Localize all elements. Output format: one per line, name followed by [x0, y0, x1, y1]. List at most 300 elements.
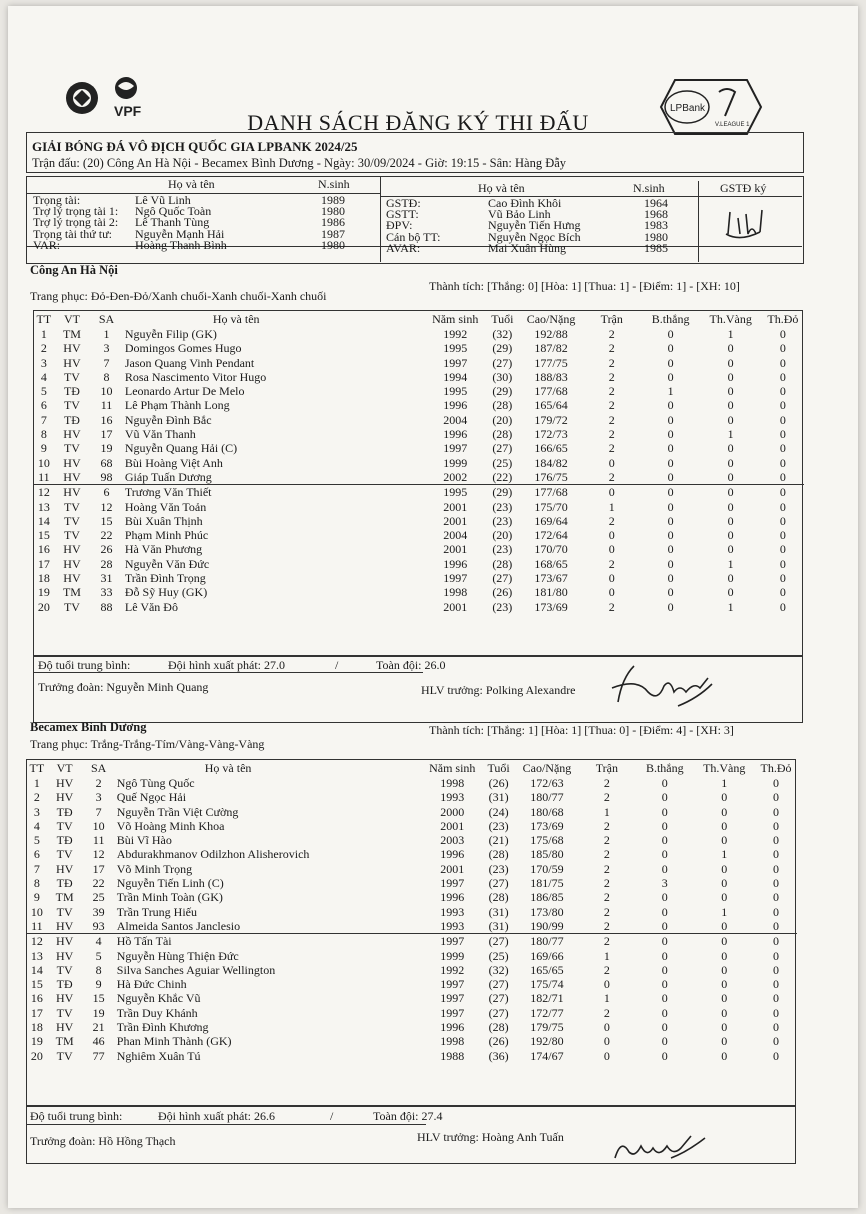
player-cell: 2 — [603, 890, 610, 905]
player-cell: 11 — [31, 918, 43, 933]
player-cell: 0 — [772, 804, 779, 819]
player-cell: 17 — [37, 556, 50, 571]
official-name: Mai Xuân Hùng — [488, 240, 566, 255]
team2-avg-all: Toàn đội: 27.4 — [373, 1109, 443, 1123]
player-cell: 0 — [667, 585, 674, 600]
player-cell: 16 — [30, 991, 43, 1006]
sponsor-logo — [653, 76, 769, 138]
player-cell: HV — [55, 776, 74, 790]
player-cell: 0 — [779, 327, 786, 341]
player-cell: 0 — [667, 398, 674, 413]
player-row — [34, 427, 804, 441]
column-header: Tuổi — [491, 312, 514, 326]
player-cell: Giáp Tuấn Dương — [124, 469, 212, 484]
player-cell: (23) — [492, 542, 513, 557]
player-cell: 88 — [100, 599, 113, 614]
player-row — [27, 1049, 797, 1063]
official-name: Vũ Bảo Linh — [488, 207, 551, 222]
player-cell: 1 — [603, 948, 610, 963]
player-cell: 0 — [661, 962, 668, 977]
official-name: Cao Đình Khôi — [488, 196, 562, 210]
player-cell: (26) — [488, 1034, 509, 1049]
team2-avg-slash: / — [330, 1109, 334, 1123]
player-cell: 31 — [100, 571, 113, 586]
player-cell: 0 — [727, 355, 734, 370]
player-row — [34, 370, 804, 384]
player-cell: 192/80 — [530, 1034, 564, 1049]
player-cell: 1 — [667, 384, 674, 399]
player-cell: 0 — [779, 599, 786, 614]
player-cell: (27) — [492, 571, 513, 586]
player-cell: 1 — [603, 991, 610, 1006]
player-row — [27, 949, 797, 963]
player-cell: 0 — [661, 991, 668, 1006]
player-cell: 170/70 — [534, 542, 568, 557]
player-row — [34, 514, 804, 528]
player-cell: 0 — [727, 585, 734, 600]
player-cell: 2003 — [440, 833, 465, 848]
official-name: Lê Vũ Linh — [135, 193, 191, 207]
player-cell: (23) — [488, 861, 509, 876]
player-cell: Hà Văn Phương — [124, 542, 203, 557]
player-cell: (26) — [488, 776, 509, 790]
vleague-logo-icon — [719, 89, 735, 116]
player-row — [34, 413, 804, 427]
official-year: 1986 — [321, 215, 345, 230]
player-cell: 0 — [727, 571, 734, 586]
player-cell: 1993 — [440, 918, 465, 933]
player-cell: 0 — [727, 384, 734, 399]
player-cell: 0 — [779, 398, 786, 413]
player-cell: 1997 — [440, 876, 465, 891]
player-cell: 2 — [608, 355, 615, 370]
player-cell: 2001 — [443, 499, 468, 514]
player-cell: 186/85 — [530, 890, 564, 905]
official-role: GSTT: — [386, 207, 419, 222]
official-year: 1989 — [321, 193, 345, 207]
player-cell: 0 — [667, 341, 674, 356]
player-cell: HV — [63, 341, 81, 356]
player-cell: 0 — [772, 847, 779, 862]
player-row — [34, 585, 804, 599]
player-cell: (27) — [488, 1005, 509, 1020]
official-year: 1964 — [644, 196, 668, 210]
player-row — [27, 934, 797, 949]
player-cell: Jason Quang Vinh Pendant — [124, 355, 255, 370]
supervisors-birth-header: N.sinh — [633, 181, 665, 195]
official-role: VAR: — [33, 237, 61, 252]
official-year: 1980 — [644, 229, 668, 244]
official-role: Trọng tài: — [33, 193, 81, 207]
player-cell: 0 — [772, 818, 779, 833]
player-cell: 0 — [721, 977, 728, 992]
player-cell: 0 — [667, 469, 674, 484]
player-cell: 1 — [727, 556, 734, 571]
player-cell: 2 — [40, 341, 47, 356]
player-cell: (27) — [488, 876, 509, 891]
player-cell: (29) — [492, 341, 513, 356]
player-cell: Lê Phạm Thành Long — [124, 398, 230, 413]
player-cell: (29) — [492, 384, 513, 399]
player-cell: 0 — [772, 962, 779, 977]
team1-kit: Trang phục: Đỏ-Đen-Đỏ/Xanh chuối-Xanh chuối-Xanh chuối — [30, 289, 327, 303]
player-row — [27, 905, 797, 919]
player-cell: 177/68 — [520, 485, 582, 500]
player-cell: 0 — [661, 904, 668, 919]
player-row — [27, 790, 797, 804]
player-cell: Nguyễn Tiến Linh (C) — [116, 876, 224, 891]
player-cell: 98 — [100, 469, 113, 484]
team2-roster-table — [27, 761, 797, 1063]
player-cell: 0 — [779, 341, 786, 356]
team1-name: Công An Hà Nội — [30, 263, 118, 277]
player-cell: 46 — [92, 1034, 105, 1049]
official-row — [383, 243, 697, 254]
player-cell: 0 — [667, 499, 674, 514]
player-cell: TV — [56, 1005, 73, 1020]
player-cell: Nghiêm Xuân Tú — [116, 1048, 201, 1063]
official-name: Lê Thanh Tùng — [135, 215, 210, 230]
player-cell: 2 — [603, 1005, 610, 1020]
svg-text:V.LEAGUE 1: V.LEAGUE 1 — [715, 122, 750, 128]
player-cell: 6 — [90, 485, 123, 500]
player-cell: 0 — [721, 948, 728, 963]
player-cell: (28) — [488, 890, 509, 905]
player-cell: 1 — [721, 776, 728, 790]
player-cell: 9 — [40, 441, 47, 456]
player-cell: Võ Hoàng Minh Khoa — [116, 818, 225, 833]
player-cell: 1997 — [424, 934, 481, 949]
player-row — [34, 356, 804, 370]
player-cell: Rosa Nascimento Vitor Hugo — [124, 369, 267, 384]
player-cell: Hoàng Văn Toản — [124, 499, 207, 514]
player-cell: 0 — [661, 790, 668, 805]
player-cell: TĐ — [56, 977, 73, 992]
player-cell: 10 — [37, 455, 50, 470]
player-cell: 1998 — [443, 585, 468, 600]
column-header: Th.Vàng — [709, 312, 752, 326]
supervisors-table — [383, 198, 697, 254]
official-role: AVAR: — [386, 240, 421, 255]
team2-avg-start: Đội hình xuất phát: 26.6 — [158, 1109, 275, 1123]
player-cell: 77 — [92, 1048, 105, 1063]
player-cell: (28) — [492, 398, 513, 413]
player-row — [34, 500, 804, 514]
player-cell: (27) — [488, 977, 509, 992]
player-cell: 0 — [721, 876, 728, 891]
player-cell: 2001 — [440, 818, 465, 833]
official-year: 1987 — [321, 226, 345, 241]
player-cell: 0 — [667, 327, 674, 341]
player-cell: (27) — [492, 441, 513, 456]
player-cell: 0 — [721, 1020, 728, 1035]
player-cell: Quế Ngọc Hải — [116, 790, 187, 805]
player-cell: 0 — [772, 776, 779, 790]
player-cell: 2004 — [443, 412, 468, 427]
player-cell: 0 — [661, 818, 668, 833]
team2-name: Becamex Bình Dương — [30, 720, 147, 734]
player-cell: 0 — [661, 776, 668, 790]
team1-roster-table — [34, 312, 804, 614]
player-cell: 185/80 — [530, 847, 564, 862]
team2-kit: Trang phục: Trắng-Trắng-Tím/Vàng-Vàng-Vàng — [30, 737, 265, 751]
player-cell: 19 — [37, 585, 50, 600]
player-cell: 179/72 — [534, 412, 568, 427]
player-cell: (30) — [492, 369, 513, 384]
player-cell: (23) — [492, 499, 513, 514]
player-cell: 3 — [33, 804, 40, 819]
player-cell: 15 — [37, 528, 50, 543]
player-cell: Nguyễn Văn Đức — [124, 556, 210, 571]
column-header: Trận — [595, 761, 618, 775]
player-cell: 180/77 — [530, 790, 564, 805]
player-cell: 177/75 — [534, 355, 568, 370]
player-cell: 1996 — [440, 1020, 465, 1035]
player-cell: 0 — [721, 1005, 728, 1020]
player-cell: 2 — [95, 776, 102, 790]
player-cell: 0 — [772, 790, 779, 805]
player-cell: Phan Minh Thành (GK) — [116, 1034, 232, 1049]
column-header: Cao/Nặng — [526, 312, 576, 326]
player-cell: 1993 — [440, 904, 465, 919]
player-cell: 0 — [667, 455, 674, 470]
player-cell: 0 — [772, 890, 779, 905]
player-cell: 0 — [661, 948, 668, 963]
player-cell: 15 — [30, 977, 43, 992]
player-cell: 170/59 — [530, 861, 564, 876]
player-cell: 181/80 — [534, 585, 568, 600]
player-cell: 0 — [721, 962, 728, 977]
player-cell: 0 — [661, 804, 668, 819]
player-cell: 2 — [608, 469, 615, 484]
column-header: Năm sinh — [432, 312, 479, 326]
player-cell: 15 — [100, 513, 113, 528]
player-cell: 1 — [727, 427, 734, 442]
player-cell: 1996 — [440, 890, 465, 905]
player-cell: 8 — [33, 876, 40, 891]
player-cell: (28) — [492, 427, 513, 442]
player-cell: 0 — [779, 469, 786, 484]
player-cell: 0 — [721, 790, 728, 805]
player-cell: 16 — [37, 542, 50, 557]
player-cell: 2 — [603, 861, 610, 876]
player-cell: 0 — [608, 571, 615, 586]
player-cell: 175/68 — [530, 833, 564, 848]
column-header: B.thắng — [645, 761, 684, 775]
column-header: TT — [29, 761, 45, 775]
player-cell: 2001 — [443, 599, 468, 614]
player-cell: 4 — [83, 934, 115, 949]
player-row — [34, 470, 804, 485]
player-cell: 2 — [603, 790, 610, 805]
column-header: Họ và tên — [204, 761, 252, 775]
player-cell: 0 — [582, 485, 642, 500]
player-cell: 0 — [772, 918, 779, 933]
player-cell: Bùi Vĩ Hào — [116, 833, 172, 848]
player-cell: HV — [47, 934, 83, 949]
player-cell: 2 — [608, 441, 615, 456]
player-cell: 0 — [667, 599, 674, 614]
player-cell: (31) — [488, 918, 509, 933]
column-header: Th.Vàng — [703, 761, 746, 775]
player-cell: 9 — [33, 890, 40, 905]
player-cell: (32) — [488, 962, 509, 977]
player-row — [27, 1020, 797, 1034]
tournament-name: GIẢI BÓNG ĐÁ VÔ ĐỊCH QUỐC GIA LPBANK 2024/25 — [32, 139, 358, 154]
player-row — [27, 1006, 797, 1020]
player-cell: 5 — [40, 384, 47, 399]
document-page — [8, 6, 858, 1208]
player-cell: Trần Trung Hiếu — [116, 904, 198, 919]
player-cell: 0 — [661, 1034, 668, 1049]
player-cell: 13 — [30, 948, 43, 963]
player-cell: (23) — [492, 599, 513, 614]
match-line: Trận đấu: (20) Công An Hà Nội - Becamex Bình Dương - Ngày: 30/09/2024 - Giờ: 19:15 - Sân: Hàng Đẫy — [32, 156, 567, 170]
team2-record: Thành tích: [Thắng: 1] [Hòa: 1] [Thua: 0] - [Điểm: 4] - [XH: 3] — [429, 723, 734, 737]
player-cell: 181/75 — [530, 876, 564, 891]
player-cell: 7 — [40, 412, 47, 427]
player-cell: 1992 — [443, 327, 468, 341]
player-cell: HV — [55, 861, 74, 876]
player-cell: 0 — [727, 455, 734, 470]
player-cell: 0 — [779, 556, 786, 571]
player-cell: 2001 — [443, 513, 468, 528]
player-cell: 8 — [40, 427, 47, 442]
player-cell: (28) — [488, 1020, 509, 1035]
player-cell: Nguyễn Hùng Thiện Đức — [116, 948, 239, 963]
column-header: Cao/Nặng — [522, 761, 572, 775]
player-cell: 1 — [727, 599, 734, 614]
player-cell: 0 — [772, 1005, 779, 1020]
team2-coach: HLV trưởng: Hoàng Anh Tuấn — [417, 1130, 564, 1144]
player-cell: 0 — [779, 455, 786, 470]
player-cell: 20 — [30, 1048, 43, 1063]
player-cell: TV — [56, 904, 73, 919]
player-cell: 17 — [100, 427, 113, 442]
player-cell: 4 — [40, 369, 47, 384]
player-cell: 173/67 — [534, 571, 568, 586]
player-cell: 0 — [762, 485, 804, 500]
player-cell: 1995 — [443, 341, 468, 356]
player-cell: 3 — [40, 355, 47, 370]
player-cell: 0 — [727, 469, 734, 484]
player-row — [27, 1034, 797, 1048]
player-cell: 2001 — [443, 542, 468, 557]
player-cell: 2 — [608, 599, 615, 614]
player-cell: 0 — [661, 1020, 668, 1035]
player-cell: 168/65 — [534, 556, 568, 571]
player-cell: TĐ — [63, 412, 80, 427]
player-cell: 0 — [667, 513, 674, 528]
player-cell: (22) — [492, 469, 513, 484]
player-cell: 2 — [608, 341, 615, 356]
player-cell: 18 — [37, 571, 50, 586]
referees-table — [30, 195, 374, 251]
player-cell: Nguyễn Khắc Vũ — [116, 991, 201, 1006]
player-cell: HV — [55, 790, 74, 805]
player-cell: 0 — [727, 528, 734, 543]
player-cell: HV — [63, 556, 81, 571]
player-cell: 1997 — [440, 977, 465, 992]
player-cell: 1 — [103, 327, 110, 341]
player-cell: TĐ — [56, 833, 73, 848]
official-row — [30, 240, 374, 251]
gstd-signature — [720, 204, 780, 244]
team2-manager: Trưởng đoàn: Hồ Hồng Thạch — [30, 1134, 176, 1148]
player-cell: 0 — [727, 441, 734, 456]
gstd-sign-header: GSTĐ ký — [720, 181, 767, 195]
column-header: B.thắng — [651, 312, 690, 326]
official-role: Trợ lý trọng tài 1: — [33, 204, 119, 219]
player-cell: HV — [63, 455, 81, 470]
federation-logos — [60, 68, 170, 128]
lpbank-logo-text: LPBank — [670, 103, 706, 114]
player-row — [34, 485, 804, 500]
player-cell: 2004 — [443, 528, 468, 543]
player-cell: 0 — [772, 904, 779, 919]
player-cell: Võ Minh Trọng — [116, 861, 193, 876]
column-header: VT — [56, 761, 73, 775]
player-cell: 0 — [661, 847, 668, 862]
player-cell: 0 — [603, 977, 610, 992]
player-cell: 0 — [779, 513, 786, 528]
player-cell: 0 — [667, 412, 674, 427]
player-cell: Hồ Tấn Tài — [115, 934, 424, 949]
player-cell: Trương Văn Thiết — [123, 485, 426, 500]
player-cell: 166/65 — [534, 441, 568, 456]
player-cell: 172/63 — [530, 776, 564, 790]
official-year: 1983 — [644, 218, 668, 233]
player-cell: Ngô Tùng Quốc — [116, 776, 195, 790]
player-cell: 2 — [608, 556, 615, 571]
player-cell: 2 — [603, 962, 610, 977]
player-cell: 1994 — [443, 369, 468, 384]
official-name: Ngô Quốc Toàn — [135, 204, 212, 219]
player-cell: 1999 — [443, 455, 468, 470]
player-row — [34, 398, 804, 412]
player-row — [27, 833, 797, 847]
player-cell: 0 — [772, 977, 779, 992]
player-cell: 0 — [772, 1048, 779, 1063]
player-cell: Nguyễn Filip (GK) — [124, 327, 217, 341]
player-cell: Nguyễn Đình Bắc — [124, 412, 212, 427]
player-cell: 22 — [100, 528, 113, 543]
player-cell: 1996 — [440, 847, 465, 862]
player-cell: 7 — [95, 804, 102, 819]
player-cell: 8 — [95, 962, 102, 977]
player-cell: 0 — [603, 1034, 610, 1049]
player-cell: 0 — [721, 861, 728, 876]
player-cell: (23) — [492, 513, 513, 528]
player-cell: 0 — [661, 1048, 668, 1063]
official-role: Cán bộ TT: — [386, 229, 441, 244]
player-cell: Trần Đình Khương — [116, 1020, 209, 1035]
player-cell: 177/68 — [534, 384, 568, 399]
team2-coach-signature — [611, 1128, 711, 1164]
player-row — [34, 341, 804, 355]
player-cell: TV — [56, 818, 73, 833]
officials-name-header: Họ và tên — [168, 177, 215, 191]
column-header: TT — [36, 312, 52, 326]
page-title: DANH SÁCH ĐĂNG KÝ THI ĐẤU — [247, 110, 589, 135]
official-role: GSTĐ: — [386, 196, 421, 210]
player-cell: 2000 — [440, 804, 465, 819]
player-cell: 9 — [95, 977, 102, 992]
player-cell: 1997 — [443, 441, 468, 456]
player-cell: 0 — [721, 890, 728, 905]
player-cell: 0 — [661, 977, 668, 992]
player-cell: 0 — [667, 355, 674, 370]
